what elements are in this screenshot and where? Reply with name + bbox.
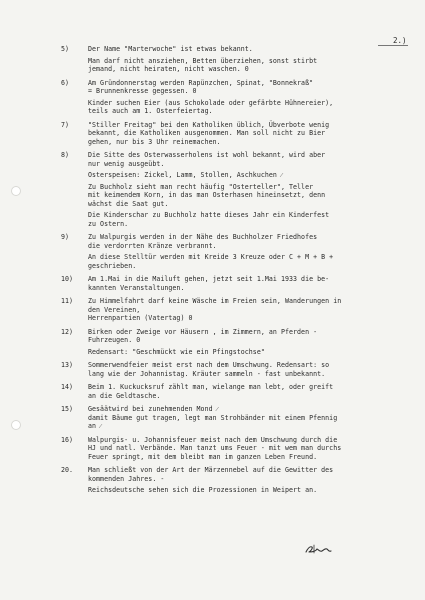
text-line: Feuer springt, mit dem bleibt man im ganzen Leben Freund. [88,452,318,461]
punch-hole [11,186,21,196]
text-line: Fuhrzeugen. 0 [88,336,141,344]
text-line: mit keimendem Korn, in das man Osterhasen hineinsetzt, denn [88,191,326,199]
text-line: Kinder suchen Eier (aus Schokolade oder gefärbte Hühnereier), [88,98,334,107]
list-item [61,275,401,292]
list-item [61,297,401,323]
text-line: Reichsdeutsche sehen sich die Prozessionen in Weipert an. [88,486,318,494]
list-item [61,45,401,74]
text-line: wächst die Saat gut. [88,199,169,208]
text-line: geschrieben. [88,261,137,270]
text-line: den Vereinen, [88,305,141,314]
item-number: 10) [61,275,73,283]
text-line: Zu Buchholz sieht man recht häufig "Osterteller", Teller [88,182,314,191]
text-line: lang wie der Johannistag. Kräuter sammeln - fast unbekannt. [88,369,326,378]
text-line: Am Gründonnerstag werden Rapünzchen, Spinat, "Bonnekraß" [88,78,314,87]
list-item [61,233,401,270]
text-line: zu Ostern. [88,219,129,228]
item-number: 9) [61,233,69,241]
list-item [61,121,401,147]
text-line: nur wenig ausgeübt. [88,159,165,168]
text-line: Man schließt von der Art der Märzennebel auf die Gewitter des [88,466,334,474]
text-line: Birken oder Zweige vor Häusern , im Zimmern, an Pferden - [88,327,318,336]
item-number: 20. [61,466,73,474]
list-item [61,466,401,495]
item-number: 16) [61,435,73,444]
text-line: "Stiller Freitag" bei den Katholiken üblich, Übverbote wenig [88,120,330,129]
list-item [61,79,401,116]
item-number: 5) [61,45,69,53]
text-line: Der Name "Marterwoche" ist etwas bekannt. [88,45,253,53]
list-item [61,328,401,357]
text-line: Sommerwendfeier meist erst nach dem Umschwung. Redensart: so [88,361,330,369]
text-line: HJ und natl. Verbände. Man tanzt ums Feuer - mit wem man durchs [88,444,342,452]
text-line: an ⁄ [88,422,102,430]
text-line: die verdorrten Kränze verbrannt. [88,241,217,250]
list-item [61,405,401,431]
text-line: damit Bäume gut tragen, legt man Strohbänder mit einem Pfennig [88,413,338,422]
text-line: kommenden Jahres. - [88,474,165,483]
item-number: 13) [61,361,73,369]
text-line: Gesäätwird bei zunehmenden Mond ⁄ [88,405,218,413]
text-line: gehen, nur bis 3 Uhr reinemachen. [88,137,221,146]
text-line: bekannt, die Katholiken ausgenommen. Man soll nicht zu Bier [88,129,326,137]
text-line: Die Sitte des Osterwasserholens ist wohl bekannt, wird aber [88,151,326,159]
text-line: Die Kinderschar zu Buchholz hatte dieses Jahr ein Kinderfest [88,211,330,219]
text-line: Herrenpartien (Vatertag) 0 [88,314,193,322]
text-line: Redensart: "Geschmückt wie ein Pfingstochse" [88,347,265,356]
text-line: Zu Walpurgis werden in der Nähe des Buchholzer Friedhofes [88,233,318,241]
text-line: Am 1.Mai in die Mailuft gehen, jetzt seit 1.Mai 1933 die be- [88,275,330,283]
text-line: teils auch am 1. Osterfeiertag. [88,107,213,115]
text-line: Man darf nicht ansziehen, Betten überziehen, sonst stirbt [88,56,318,65]
item-number: 15) [61,405,73,413]
text-line: jemand, nicht heiraten, nicht waschen. 0 [88,65,249,73]
item-number: 14) [61,383,73,391]
text-line: an die Geldtasche. [88,391,161,400]
text-line: An diese Stelltür werden mit Kreide 3 Kreuze oder C + M + B + [88,253,334,261]
list-item [61,151,401,228]
item-number: 11) [61,297,73,305]
text-line: Osterspeisen: Zickel, Lamm, Stollen, Aschkuchen ⁄ [88,171,283,179]
item-number: 6) [61,78,69,87]
page-number: 2.) [393,36,407,45]
text-line: Zu Himmelfahrt darf keine Wäsche im Freien sein, Wanderungen in [88,297,342,305]
document-body [61,45,401,500]
item-number: 8) [61,151,69,159]
list-item [61,383,401,400]
list-item [61,361,401,378]
text-line: Walpurgis- u. Johannisfeuer meist nach dem Umschwung durch die [88,435,338,444]
punch-hole [11,420,21,430]
signature [303,541,335,557]
text-line: kannten Veranstaltungen. [88,283,185,292]
item-number: 7) [61,120,69,129]
text-line: = Brunnenkresse gegessen. 0 [88,87,197,95]
list-item [61,436,401,462]
item-number: 12) [61,327,73,336]
text-line: Beim 1. Kuckucksruf zählt man, wielange man lebt, oder greift [88,383,334,391]
